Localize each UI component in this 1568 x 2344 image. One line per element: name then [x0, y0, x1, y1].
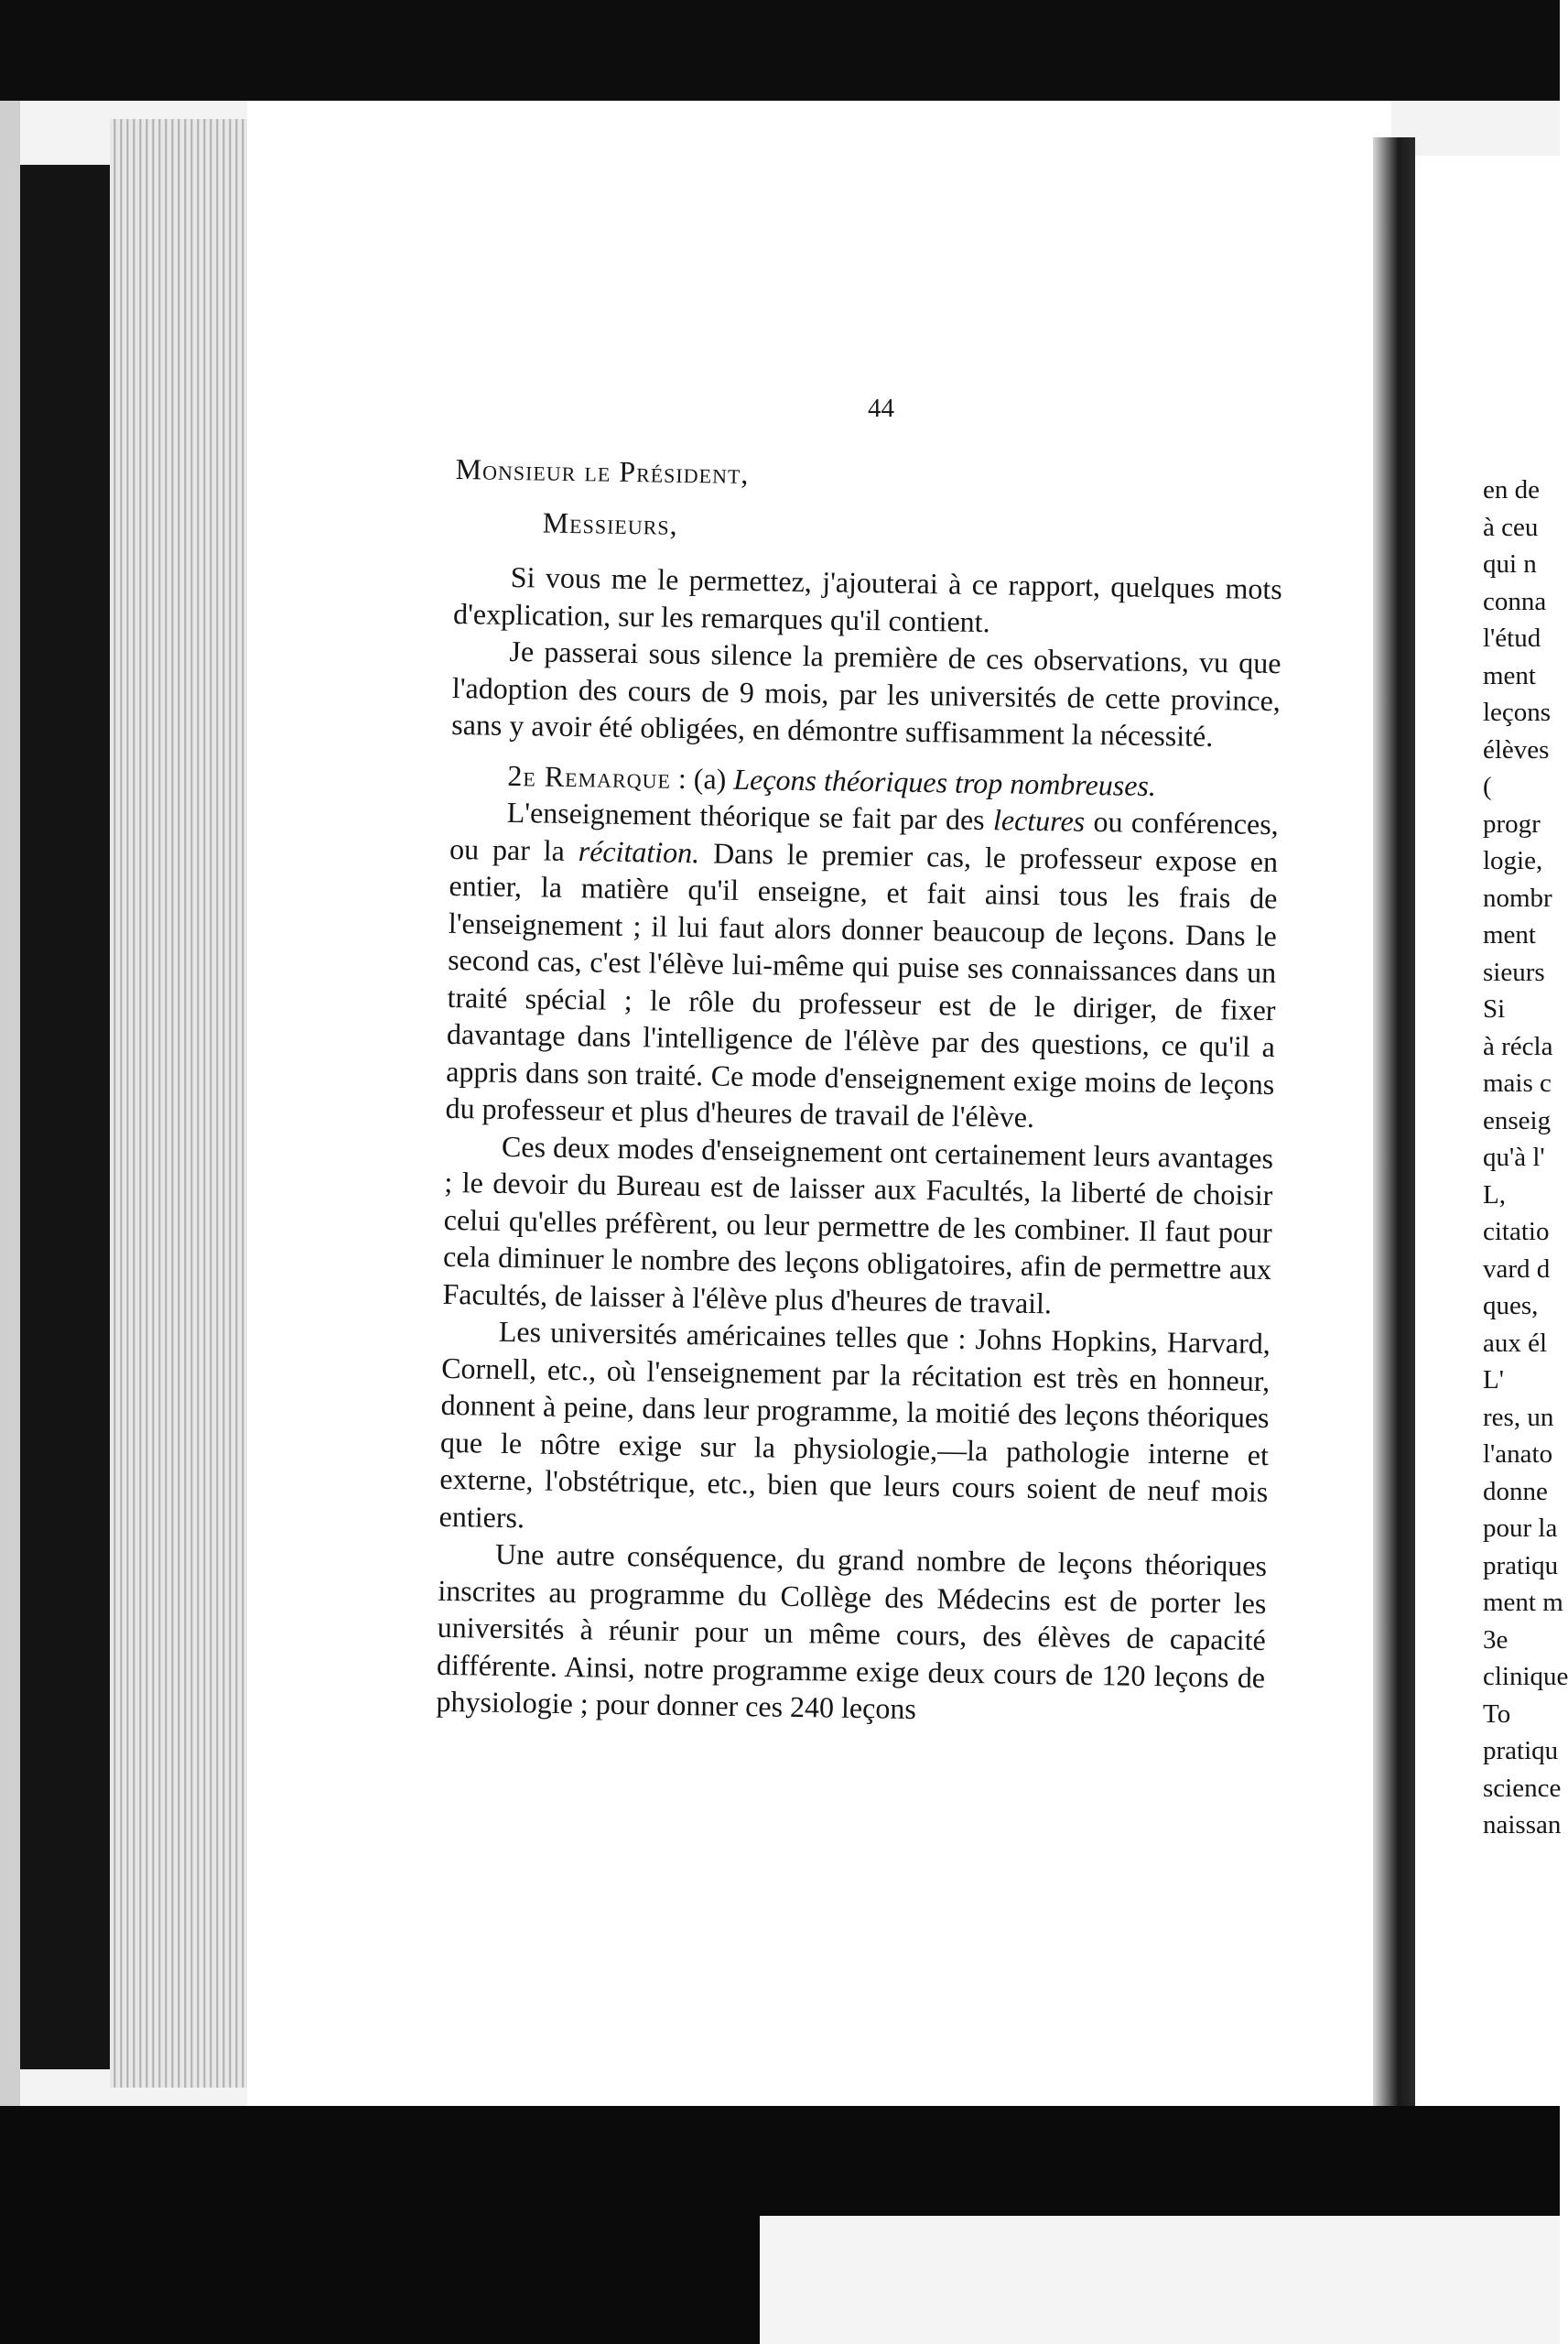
- right-page-line: naissan: [1483, 1810, 1562, 1839]
- right-page-line: ment: [1483, 660, 1536, 690]
- right-page-line: pratiqu: [1483, 1550, 1559, 1580]
- paragraph-2: Je passerai sous silence la première de ces observations, vu que l'adoption des cours de 9 mois, par les universités de cette province, sans y avoir été obligées, en démontre suffisamment la nécessité.: [451, 634, 1281, 754]
- right-page-line: logie,: [1483, 846, 1543, 875]
- film-label-card: [760, 2216, 1560, 2344]
- right-page-text: [1483, 472, 1568, 1844]
- right-page-line: L': [1483, 1365, 1504, 1394]
- p4-text-b: ou conférences, ou par la: [449, 804, 1279, 867]
- right-page-line: pour la: [1483, 1514, 1558, 1543]
- right-page-line: progr: [1483, 808, 1541, 839]
- page-edges: [110, 119, 256, 2088]
- paragraph-5: Ces deux modes d'enseignement ont certainement leurs avantages ; le devoir du Bureau est de laisser aux Facultés, la liberté de choisir celui qu'elles préfèrent, ou leur permettre de les combiner. Il faut pour cela diminuer le nombre des leçons obligatoires, afin de permettre aux Facultés, de laisser à l'élève plus d'heures de travail.: [442, 1129, 1274, 1319]
- right-page-line: aux él: [1483, 1328, 1548, 1358]
- right-page-line: donne: [1483, 1476, 1548, 1506]
- right-page-line: l'anato: [1483, 1439, 1553, 1469]
- right-page-line: en de: [1483, 475, 1540, 505]
- book-gutter: [1373, 137, 1415, 2106]
- paragraph-6: Les universités américaines telles que : Johns Hopkins, Harvard, Cornell, etc., où l'enseignement par la récitation est très en honneur, donnent à peine, dans leur programme, la moitié des leçons théoriques que le nôtre exige sur la physiologie,—la pathologie interne et externe, l'obstétrique, etc., bien que leurs cours soient de neuf mois entiers.: [438, 1314, 1271, 1534]
- right-page-line: sieurs: [1483, 957, 1545, 987]
- right-page-line: l'étud: [1483, 624, 1541, 653]
- right-page-line: élèves: [1483, 734, 1550, 765]
- right-page-line: ment: [1483, 920, 1536, 950]
- p4-text-c: Dans le premier cas, le professeur expose en entier, la matière qu'il enseigne, et fait ainsi tous les frais de l'enseignement ; il lui faut alors donner beaucoup de leçons. Dans le second cas, c'est l'élève lui-même qui puise ses connaissances dans un traité spécial ; le rôle du professeur est de le diriger, de fixer davantage dans l'intelligence de l'élève par des questions, ce qu'il a appris dans son traité. Ce mode d'enseignement exige moins de leçons du professeur et plus d'heures de travail de l'élève.: [445, 835, 1279, 1134]
- film-border-top: [0, 0, 1560, 101]
- right-page-line: enseig: [1483, 1105, 1552, 1135]
- right-page-line: Si: [1483, 994, 1506, 1024]
- paragraph-7: Une autre conséquence, du grand nombre de leçons théoriques inscrites au programme du Collège des Médecins est de porter les universités à réunir pour un même cours, des élèves de capacité différente. Ainsi, notre programme exige deux cours de 120 leçons de physiologie ; pour donner ces 240 leçons: [436, 1536, 1268, 1726]
- right-page-line: L,: [1483, 1179, 1506, 1210]
- right-page-line: nombr: [1483, 883, 1552, 913]
- right-page-line: pratiqu: [1483, 1736, 1559, 1765]
- salutation-line-1: Monsieur le Président,: [455, 451, 750, 491]
- right-page-line: (: [1483, 772, 1492, 801]
- salutation-line-2: Messieurs,: [542, 505, 678, 541]
- right-page-line: ques,: [1483, 1291, 1539, 1320]
- right-page-line: qui n: [1483, 549, 1537, 579]
- right-page-line: science: [1483, 1773, 1562, 1803]
- right-page-line: 3e: [1483, 1624, 1509, 1655]
- paragraph-4: [445, 793, 1279, 1140]
- right-page-line: leçons: [1483, 698, 1552, 727]
- right-page-line: conna: [1483, 586, 1547, 616]
- page-body: [436, 450, 1284, 1733]
- right-page-line: citatio: [1483, 1217, 1550, 1246]
- right-page-line: qu'à l': [1483, 1143, 1545, 1172]
- remark-title: Leçons théoriques trop nombreuses.: [733, 762, 1157, 802]
- film-border-left: [0, 101, 20, 2106]
- remark-colon: :: [670, 761, 695, 795]
- p4-text-a: L'enseignement théorique se fait par des: [506, 795, 994, 837]
- right-page-line: à ceu: [1483, 512, 1539, 542]
- p4-recitation: récitation.: [578, 833, 700, 869]
- right-page-line: vard d: [1483, 1253, 1551, 1284]
- book-cover-edge: [20, 165, 119, 2069]
- right-page-line: à récla: [1483, 1031, 1553, 1061]
- right-page-line: res, un: [1483, 1402, 1554, 1432]
- remark-label: 2e Remarque: [507, 758, 672, 795]
- remark-item: (a): [693, 761, 734, 796]
- right-page-line: clinique: [1483, 1662, 1568, 1691]
- p4-lectures: lectures: [992, 803, 1086, 838]
- page-number: 44: [868, 394, 894, 423]
- right-page-line: To: [1483, 1698, 1511, 1729]
- right-page-line: ment m: [1483, 1588, 1563, 1617]
- paragraph-1: Si vous me le permettez, j'ajouterai à ce rapport, quelques mots d'explication, sur les remarques qu'il contient.: [452, 559, 1283, 638]
- right-page-line: mais c: [1483, 1069, 1552, 1098]
